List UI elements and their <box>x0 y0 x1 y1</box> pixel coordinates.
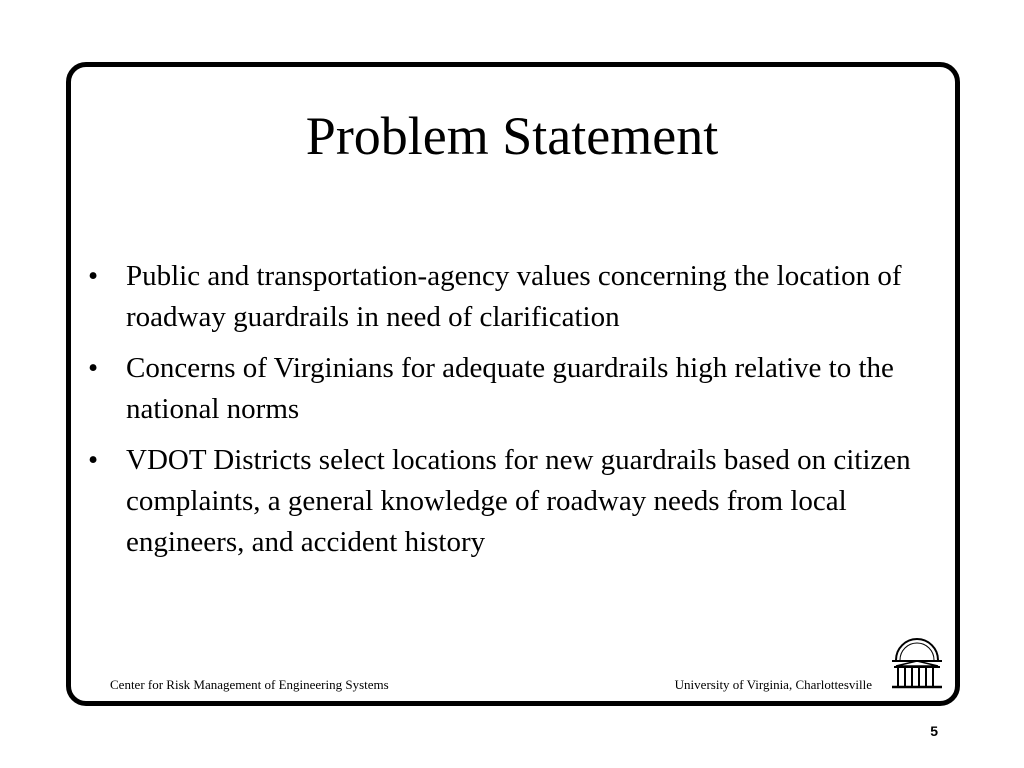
rotunda-logo-icon <box>890 636 944 690</box>
bullet-marker: • <box>88 352 99 384</box>
page-number: 5 <box>930 723 938 739</box>
footer-university: University of Virginia, Charlottesville <box>674 677 872 692</box>
bullet-item <box>88 440 928 563</box>
bullet-item <box>88 348 928 430</box>
bullet-list <box>88 256 928 573</box>
bullet-marker: • <box>88 260 99 292</box>
bullet-text: Concerns of Virginians for adequate guardrails high relative to the national norms <box>126 352 894 425</box>
bullet-item <box>88 256 928 338</box>
footer-organization: Center for Risk Management of Engineering Systems <box>110 677 389 692</box>
bullet-marker: • <box>88 444 99 476</box>
bullet-text: Public and transportation-agency values concerning the location of roadway guardrails in need of clarification <box>126 260 902 333</box>
bullet-text: VDOT Districts select locations for new guardrails based on citizen complaints, a general knowledge of roadway needs from local engineers, and accident history <box>126 444 911 558</box>
slide-title: Problem Statement <box>305 106 719 166</box>
